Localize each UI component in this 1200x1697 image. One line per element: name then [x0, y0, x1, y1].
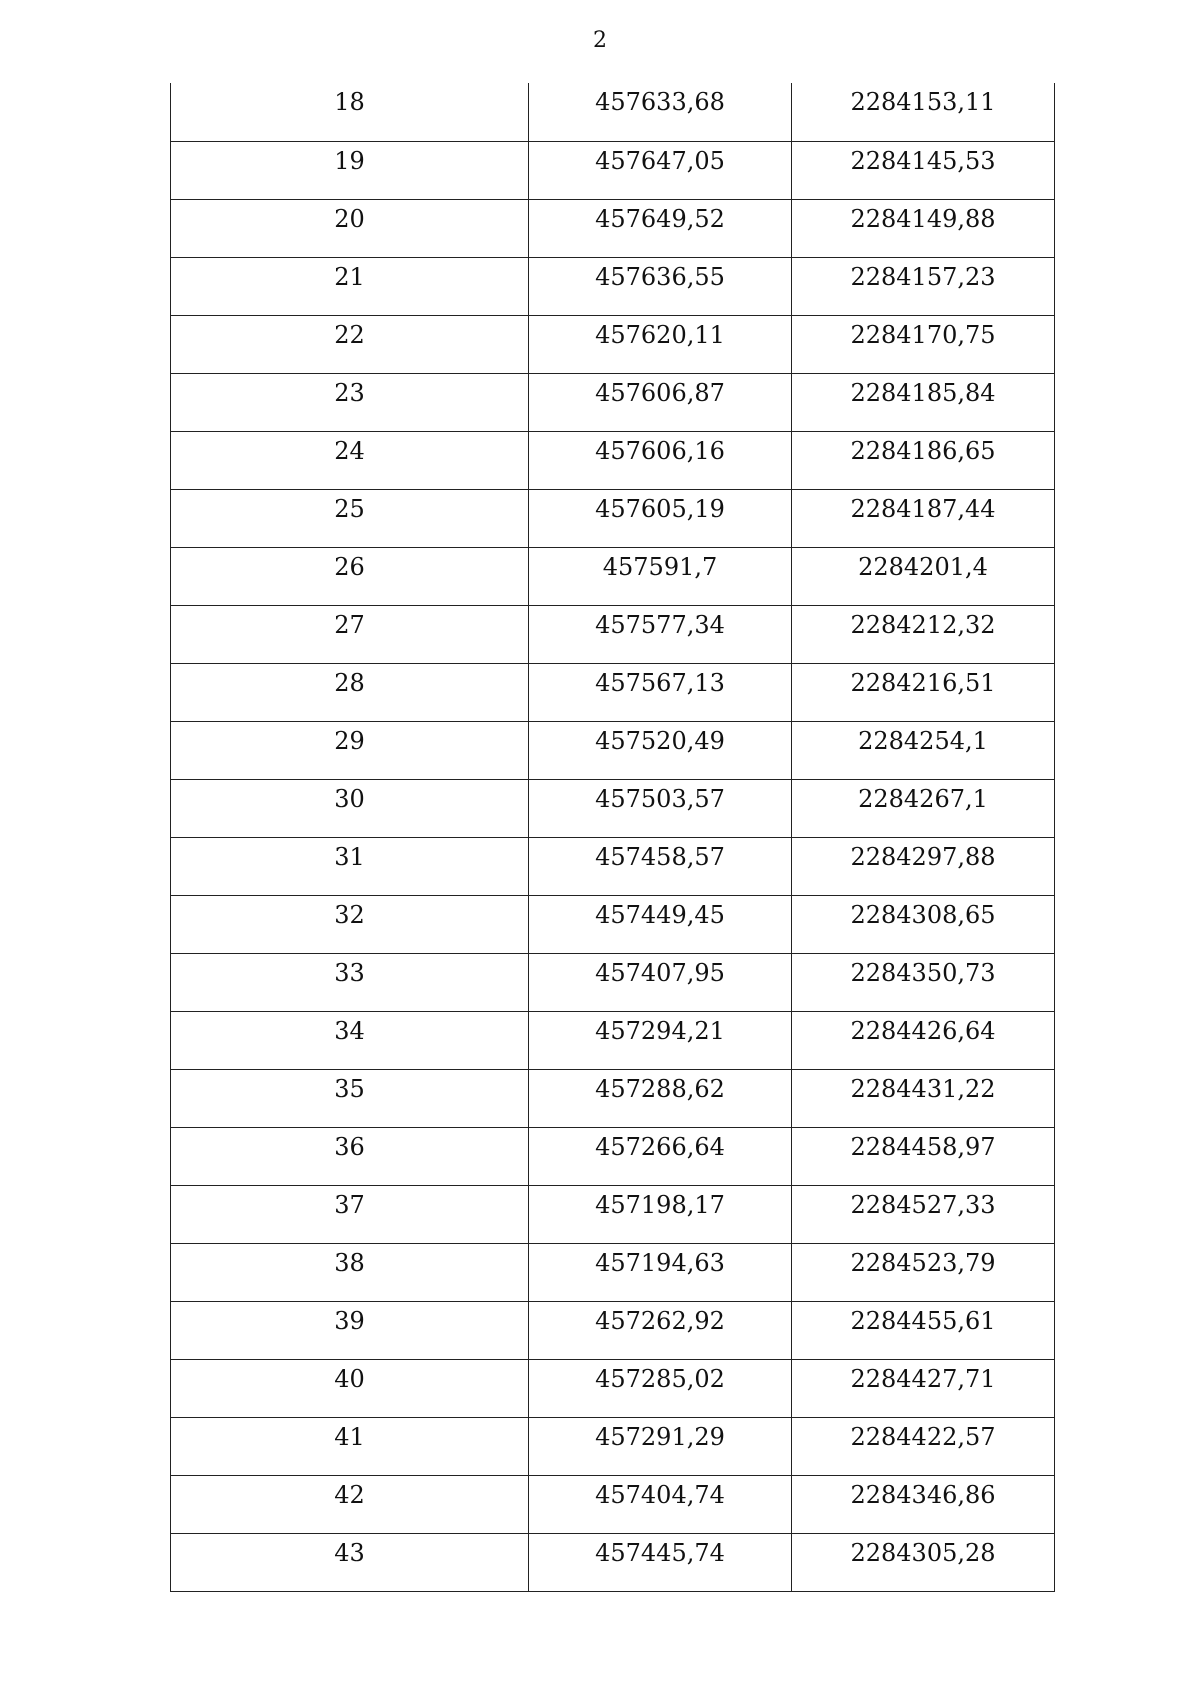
- x-coordinate-cell: 457458,57: [529, 837, 792, 895]
- y-coordinate-cell: 2284458,97: [792, 1127, 1055, 1185]
- x-coordinate-cell: 457567,13: [529, 663, 792, 721]
- table-row: [171, 315, 1055, 373]
- x-coordinate-cell: 457633,68: [529, 83, 792, 141]
- table-row: [171, 431, 1055, 489]
- x-coordinate-cell: 457577,34: [529, 605, 792, 663]
- table-row: [171, 1417, 1055, 1475]
- table-row: [171, 605, 1055, 663]
- x-coordinate-cell: 457445,74: [529, 1533, 792, 1591]
- y-coordinate-cell: 2284187,44: [792, 489, 1055, 547]
- x-coordinate-cell: 457649,52: [529, 199, 792, 257]
- point-number-cell: 31: [171, 837, 529, 895]
- y-coordinate-cell: 2284523,79: [792, 1243, 1055, 1301]
- x-coordinate-cell: 457591,7: [529, 547, 792, 605]
- point-number-cell: 33: [171, 953, 529, 1011]
- table-row: [171, 1533, 1055, 1591]
- y-coordinate-cell: 2284308,65: [792, 895, 1055, 953]
- table-row: [171, 1243, 1055, 1301]
- y-coordinate-cell: 2284149,88: [792, 199, 1055, 257]
- point-number-cell: 42: [171, 1475, 529, 1533]
- point-number-cell: 37: [171, 1185, 529, 1243]
- table-row: [171, 895, 1055, 953]
- table-row: [171, 83, 1055, 141]
- y-coordinate-cell: 2284350,73: [792, 953, 1055, 1011]
- table-row: [171, 1127, 1055, 1185]
- table-row: [171, 1011, 1055, 1069]
- x-coordinate-cell: 457407,95: [529, 953, 792, 1011]
- x-coordinate-cell: 457291,29: [529, 1417, 792, 1475]
- y-coordinate-cell: 2284157,23: [792, 257, 1055, 315]
- point-number-cell: 39: [171, 1301, 529, 1359]
- table-row: [171, 547, 1055, 605]
- y-coordinate-cell: 2284427,71: [792, 1359, 1055, 1417]
- point-number-cell: 41: [171, 1417, 529, 1475]
- x-coordinate-cell: 457198,17: [529, 1185, 792, 1243]
- point-number-cell: 22: [171, 315, 529, 373]
- point-number-cell: 24: [171, 431, 529, 489]
- point-number-cell: 28: [171, 663, 529, 721]
- x-coordinate-cell: 457449,45: [529, 895, 792, 953]
- y-coordinate-cell: 2284346,86: [792, 1475, 1055, 1533]
- x-coordinate-cell: 457620,11: [529, 315, 792, 373]
- point-number-cell: 38: [171, 1243, 529, 1301]
- table-row: [171, 779, 1055, 837]
- x-coordinate-cell: 457285,02: [529, 1359, 792, 1417]
- point-number-cell: 43: [171, 1533, 529, 1591]
- table-row: [171, 1069, 1055, 1127]
- table-row: [171, 489, 1055, 547]
- y-coordinate-cell: 2284422,57: [792, 1417, 1055, 1475]
- y-coordinate-cell: 2284455,61: [792, 1301, 1055, 1359]
- point-number-cell: 35: [171, 1069, 529, 1127]
- y-coordinate-cell: 2284297,88: [792, 837, 1055, 895]
- y-coordinate-cell: 2284527,33: [792, 1185, 1055, 1243]
- x-coordinate-cell: 457647,05: [529, 141, 792, 199]
- y-coordinate-cell: 2284186,65: [792, 431, 1055, 489]
- x-coordinate-cell: 457606,87: [529, 373, 792, 431]
- point-number-cell: 25: [171, 489, 529, 547]
- table-row: [171, 837, 1055, 895]
- coordinates-table: [170, 83, 1055, 1592]
- y-coordinate-cell: 2284170,75: [792, 315, 1055, 373]
- x-coordinate-cell: 457262,92: [529, 1301, 792, 1359]
- point-number-cell: 27: [171, 605, 529, 663]
- page-number: 2: [593, 28, 607, 53]
- point-number-cell: 26: [171, 547, 529, 605]
- y-coordinate-cell: 2284216,51: [792, 663, 1055, 721]
- y-coordinate-cell: 2284212,32: [792, 605, 1055, 663]
- y-coordinate-cell: 2284305,28: [792, 1533, 1055, 1591]
- point-number-cell: 20: [171, 199, 529, 257]
- x-coordinate-cell: 457503,57: [529, 779, 792, 837]
- point-number-cell: 34: [171, 1011, 529, 1069]
- point-number-cell: 30: [171, 779, 529, 837]
- x-coordinate-cell: 457520,49: [529, 721, 792, 779]
- table-row: [171, 721, 1055, 779]
- coordinates-table-body: [171, 83, 1055, 1591]
- table-row: [171, 1475, 1055, 1533]
- y-coordinate-cell: 2284201,4: [792, 547, 1055, 605]
- y-coordinate-cell: 2284185,84: [792, 373, 1055, 431]
- point-number-cell: 36: [171, 1127, 529, 1185]
- y-coordinate-cell: 2284431,22: [792, 1069, 1055, 1127]
- x-coordinate-cell: 457294,21: [529, 1011, 792, 1069]
- x-coordinate-cell: 457288,62: [529, 1069, 792, 1127]
- y-coordinate-cell: 2284267,1: [792, 779, 1055, 837]
- table-row: [171, 141, 1055, 199]
- y-coordinate-cell: 2284426,64: [792, 1011, 1055, 1069]
- y-coordinate-cell: 2284153,11: [792, 83, 1055, 141]
- x-coordinate-cell: 457266,64: [529, 1127, 792, 1185]
- point-number-cell: 23: [171, 373, 529, 431]
- table-row: [171, 257, 1055, 315]
- point-number-cell: 40: [171, 1359, 529, 1417]
- table-row: [171, 663, 1055, 721]
- point-number-cell: 32: [171, 895, 529, 953]
- point-number-cell: 18: [171, 83, 529, 141]
- point-number-cell: 21: [171, 257, 529, 315]
- table-row: [171, 1301, 1055, 1359]
- table-row: [171, 1185, 1055, 1243]
- x-coordinate-cell: 457636,55: [529, 257, 792, 315]
- table-row: [171, 199, 1055, 257]
- x-coordinate-cell: 457605,19: [529, 489, 792, 547]
- table-row: [171, 1359, 1055, 1417]
- point-number-cell: 29: [171, 721, 529, 779]
- table-row: [171, 953, 1055, 1011]
- x-coordinate-cell: 457194,63: [529, 1243, 792, 1301]
- x-coordinate-cell: 457404,74: [529, 1475, 792, 1533]
- x-coordinate-cell: 457606,16: [529, 431, 792, 489]
- y-coordinate-cell: 2284254,1: [792, 721, 1055, 779]
- y-coordinate-cell: 2284145,53: [792, 141, 1055, 199]
- point-number-cell: 19: [171, 141, 529, 199]
- table-row: [171, 373, 1055, 431]
